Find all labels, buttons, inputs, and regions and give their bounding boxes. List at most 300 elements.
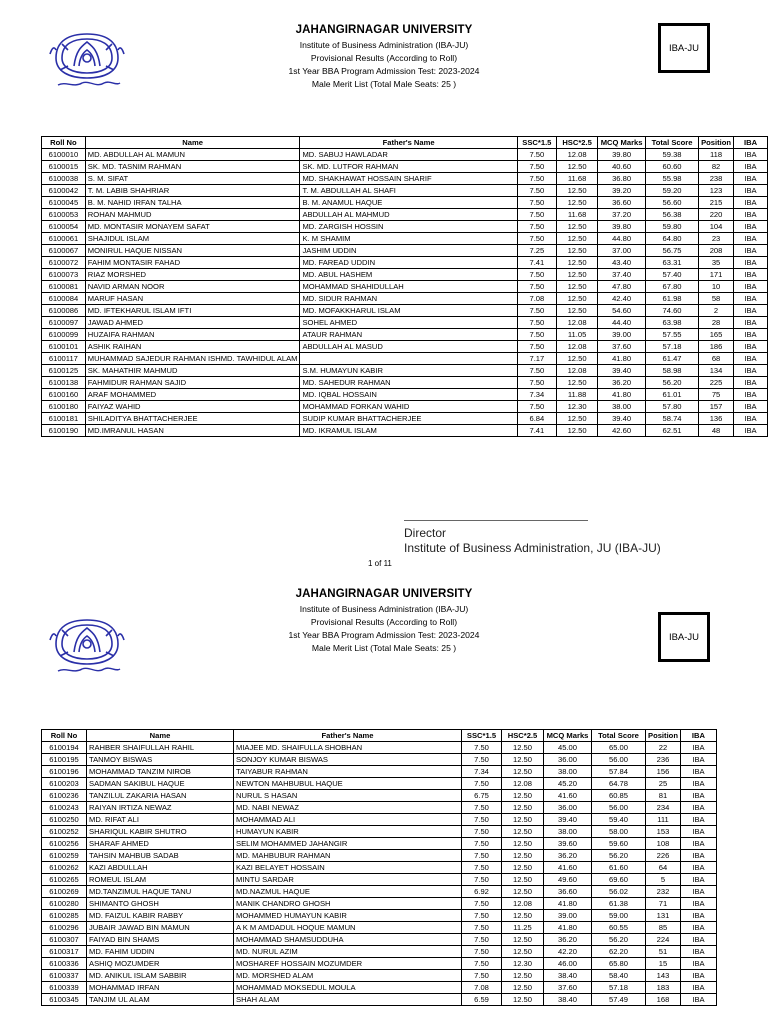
cell-roll-no: 6100099 — [42, 329, 86, 341]
cell-fathers-name: T. M. ABDULLAH AL SHAFI — [300, 185, 517, 197]
cell-hsc: 12.50 — [557, 305, 598, 317]
cell-total-score: 69.60 — [592, 874, 646, 886]
cell-position: 215 — [699, 197, 734, 209]
cell-ssc: 7.50 — [462, 898, 502, 910]
cell-total-score: 56.20 — [592, 850, 646, 862]
cell-roll-no: 6100336 — [42, 958, 87, 970]
cell-name: MONIRUL HAQUE NISSAN — [85, 245, 300, 257]
result-type-line: Provisional Results (According to Roll) — [310, 53, 458, 63]
cell-roll-no: 6100084 — [42, 293, 86, 305]
table-row — [42, 401, 768, 413]
cell-total-score: 60.55 — [592, 922, 646, 934]
cell-ssc: 7.08 — [517, 293, 556, 305]
cell-fathers-name: MIAJEE MD. SHAIFULLA SHOBHAN — [234, 742, 462, 754]
cell-ssc: 7.50 — [462, 970, 502, 982]
cell-roll-no: 6100252 — [42, 826, 87, 838]
cell-mcq-marks: 54.60 — [598, 305, 646, 317]
cell-roll-no: 6100010 — [42, 149, 86, 161]
cell-fathers-name: MD. MAHBUBUR RAHMAN — [234, 850, 462, 862]
table-row — [42, 197, 768, 209]
cell-name: ASHIQ MOZUMDER — [87, 958, 234, 970]
cell-total-score: 59.40 — [592, 814, 646, 826]
column-header-mcq-marks: MCQ Marks — [598, 137, 646, 149]
cell-total-score: 57.80 — [646, 401, 699, 413]
table-row — [42, 341, 768, 353]
cell-total-score: 56.02 — [592, 886, 646, 898]
cell-position: 58 — [699, 293, 734, 305]
result-type-line: Provisional Results (According to Roll) — [310, 617, 458, 627]
table-row — [42, 425, 768, 437]
column-header-position: Position — [646, 730, 681, 742]
institute-line: Institute of Business Administration (IBA-JU) — [299, 604, 469, 614]
cell-total-score: 58.98 — [646, 365, 699, 377]
cell-total-score: 62.51 — [646, 425, 699, 437]
cell-mcq-marks: 42.40 — [598, 293, 646, 305]
document-header — [200, 588, 568, 655]
cell-iba: IBA — [734, 245, 768, 257]
cell-iba: IBA — [680, 982, 716, 994]
table-row — [42, 982, 717, 994]
cell-hsc: 12.50 — [502, 910, 544, 922]
cell-mcq-marks: 39.00 — [544, 910, 592, 922]
cell-name: MD. MONTASIR MONAYEM SAFAT — [85, 221, 300, 233]
cell-mcq-marks: 36.60 — [544, 886, 592, 898]
cell-ssc: 7.50 — [517, 233, 556, 245]
table-header-row — [42, 730, 717, 742]
cell-mcq-marks: 36.20 — [598, 377, 646, 389]
cell-name: NAVID ARMAN NOOR — [85, 281, 300, 293]
table-header-row — [42, 137, 768, 149]
cell-iba: IBA — [734, 173, 768, 185]
cell-iba: IBA — [680, 898, 716, 910]
cell-total-score: 59.00 — [592, 910, 646, 922]
cell-position: 136 — [699, 413, 734, 425]
cell-ssc: 7.34 — [462, 766, 502, 778]
column-header-roll-no: Roll No — [42, 137, 86, 149]
cell-mcq-marks: 41.80 — [544, 922, 592, 934]
cell-total-score: 59.60 — [592, 838, 646, 850]
cell-position: 71 — [646, 898, 681, 910]
cell-mcq-marks: 36.20 — [544, 850, 592, 862]
cell-roll-no: 6100196 — [42, 766, 87, 778]
table-row — [42, 149, 768, 161]
cell-roll-no: 6100042 — [42, 185, 86, 197]
cell-roll-no: 6100243 — [42, 802, 87, 814]
page-2 — [0, 586, 768, 1024]
cell-mcq-marks: 39.40 — [598, 413, 646, 425]
cell-iba: IBA — [680, 946, 716, 958]
cell-roll-no: 6100045 — [42, 197, 86, 209]
cell-name: MD.TANZIMUL HAQUE TANU — [87, 886, 234, 898]
cell-name: JAWAD AHMED — [85, 317, 300, 329]
cell-total-score: 63.98 — [646, 317, 699, 329]
cell-ssc: 7.50 — [517, 185, 556, 197]
cell-roll-no: 6100015 — [42, 161, 86, 173]
cell-hsc: 12.08 — [557, 365, 598, 377]
program-line: 1st Year BBA Program Admission Test: 2023-2024 — [288, 66, 480, 76]
cell-iba: IBA — [734, 317, 768, 329]
cell-iba: IBA — [734, 413, 768, 425]
cell-name: MUHAMMAD SAJEDUR RAHMAN ISHMD. TAWHIDUL ALAM — [85, 353, 300, 365]
cell-fathers-name: NURUL S HASAN — [234, 790, 462, 802]
cell-hsc: 12.08 — [502, 778, 544, 790]
cell-name: FAIYAZ WAHID — [85, 401, 300, 413]
cell-name: MARUF HASAN — [85, 293, 300, 305]
cell-position: 23 — [699, 233, 734, 245]
cell-name: MOHAMMAD TANZIM NIROB — [87, 766, 234, 778]
cell-roll-no: 6100337 — [42, 970, 87, 982]
cell-roll-no: 6100339 — [42, 982, 87, 994]
cell-position: 10 — [699, 281, 734, 293]
cell-ssc: 7.25 — [517, 245, 556, 257]
table-row — [42, 826, 717, 838]
cell-mcq-marks: 41.60 — [544, 790, 592, 802]
cell-iba: IBA — [680, 922, 716, 934]
cell-hsc: 12.50 — [502, 934, 544, 946]
cell-position: 165 — [699, 329, 734, 341]
cell-hsc: 12.50 — [557, 233, 598, 245]
cell-position: 22 — [646, 742, 681, 754]
cell-hsc: 12.50 — [502, 802, 544, 814]
table-row — [42, 245, 768, 257]
cell-total-score: 57.40 — [646, 269, 699, 281]
table-row — [42, 814, 717, 826]
signature-line — [404, 520, 588, 521]
cell-position: 111 — [646, 814, 681, 826]
cell-fathers-name: MOHAMMAD SHAHIDULLAH — [300, 281, 517, 293]
cell-fathers-name: MD. SHAKHAWAT HOSSAIN SHARIF — [300, 173, 517, 185]
cell-total-score: 59.80 — [646, 221, 699, 233]
cell-mcq-marks: 37.40 — [598, 269, 646, 281]
cell-total-score: 57.18 — [646, 341, 699, 353]
cell-iba: IBA — [680, 994, 716, 1006]
cell-position: 238 — [699, 173, 734, 185]
cell-roll-no: 6100269 — [42, 886, 87, 898]
cell-ssc: 7.34 — [517, 389, 556, 401]
cell-iba: IBA — [680, 850, 716, 862]
cell-fathers-name: MD. NURUL AZIM — [234, 946, 462, 958]
cell-hsc: 12.50 — [557, 185, 598, 197]
cell-hsc: 12.50 — [502, 742, 544, 754]
cell-iba: IBA — [734, 389, 768, 401]
merit-list-line: Male Merit List (Total Male Seats: 25 ) — [311, 79, 457, 89]
cell-roll-no: 6100117 — [42, 353, 86, 365]
cell-position: 225 — [699, 377, 734, 389]
cell-fathers-name: KAZI BELAYET HOSSAIN — [234, 862, 462, 874]
cell-ssc: 7.50 — [517, 161, 556, 173]
table-row — [42, 365, 768, 377]
cell-iba: IBA — [734, 329, 768, 341]
cell-hsc: 12.50 — [502, 838, 544, 850]
cell-total-score: 56.60 — [646, 197, 699, 209]
cell-roll-no: 6100259 — [42, 850, 87, 862]
column-header-name: Name — [85, 137, 300, 149]
cell-hsc: 12.08 — [557, 341, 598, 353]
table-row — [42, 742, 717, 754]
cell-ssc: 6.75 — [462, 790, 502, 802]
cell-position: 208 — [699, 245, 734, 257]
cell-hsc: 12.08 — [502, 898, 544, 910]
table-row — [42, 802, 717, 814]
cell-iba: IBA — [680, 886, 716, 898]
cell-ssc: 7.50 — [517, 269, 556, 281]
cell-position: 153 — [646, 826, 681, 838]
cell-mcq-marks: 36.80 — [598, 173, 646, 185]
cell-iba: IBA — [680, 874, 716, 886]
cell-fathers-name: MD. SIDUR RAHMAN — [300, 293, 517, 305]
cell-position: 134 — [699, 365, 734, 377]
cell-roll-no: 6100190 — [42, 425, 86, 437]
cell-iba: IBA — [734, 341, 768, 353]
cell-ssc: 7.50 — [517, 317, 556, 329]
cell-name: RAHBER SHAIFULLAH RAHIL — [87, 742, 234, 754]
cell-mcq-marks: 45.20 — [544, 778, 592, 790]
cell-mcq-marks: 41.80 — [598, 389, 646, 401]
cell-roll-no: 6100086 — [42, 305, 86, 317]
cell-roll-no: 6100180 — [42, 401, 86, 413]
cell-position: 5 — [646, 874, 681, 886]
cell-name: SK. MAHATHIR MAHMUD — [85, 365, 300, 377]
cell-roll-no: 6100061 — [42, 233, 86, 245]
cell-fathers-name: ABDULLAH AL MASUD — [300, 341, 517, 353]
table-row — [42, 958, 717, 970]
cell-mcq-marks: 39.60 — [544, 838, 592, 850]
cell-position: 85 — [646, 922, 681, 934]
cell-total-score: 65.00 — [592, 742, 646, 754]
cell-ssc: 7.50 — [462, 742, 502, 754]
cell-mcq-marks: 39.80 — [598, 221, 646, 233]
cell-position: 118 — [699, 149, 734, 161]
cell-name: MD. ANIKUL ISLAM SABBIR — [87, 970, 234, 982]
cell-hsc: 12.50 — [557, 377, 598, 389]
cell-iba: IBA — [680, 970, 716, 982]
column-header-ssc: SSC*1.5 — [462, 730, 502, 742]
table-row — [42, 281, 768, 293]
cell-ssc: 7.50 — [462, 874, 502, 886]
cell-iba: IBA — [734, 185, 768, 197]
table-row — [42, 766, 717, 778]
cell-ssc: 7.17 — [517, 353, 556, 365]
cell-name: MOHAMMAD IRFAN — [87, 982, 234, 994]
cell-position: 183 — [646, 982, 681, 994]
cell-name: TANMOY BISWAS — [87, 754, 234, 766]
cell-roll-no: 6100073 — [42, 269, 86, 281]
cell-mcq-marks: 38.40 — [544, 970, 592, 982]
cell-total-score: 58.00 — [592, 826, 646, 838]
cell-fathers-name: MD. IQBAL HOSSAIN — [300, 389, 517, 401]
table-row — [42, 233, 768, 245]
cell-total-score: 57.55 — [646, 329, 699, 341]
cell-fathers-name: SOHEL AHMED — [300, 317, 517, 329]
cell-iba: IBA — [734, 401, 768, 413]
cell-position: 104 — [699, 221, 734, 233]
university-title: JAHANGIRNAGAR UNIVERSITY — [295, 24, 473, 36]
cell-position: 226 — [646, 850, 681, 862]
cell-mcq-marks: 39.40 — [544, 814, 592, 826]
cell-hsc: 12.08 — [557, 317, 598, 329]
cell-fathers-name — [300, 353, 517, 365]
cell-hsc: 12.50 — [502, 946, 544, 958]
cell-fathers-name: ATAUR RAHMAN — [300, 329, 517, 341]
table-row — [42, 329, 768, 341]
cell-name: HUZAIFA RAHMAN — [85, 329, 300, 341]
cell-hsc: 12.30 — [502, 958, 544, 970]
column-header-hsc: HSC*2.5 — [557, 137, 598, 149]
cell-roll-no: 6100262 — [42, 862, 87, 874]
cell-ssc: 7.50 — [462, 778, 502, 790]
cell-iba: IBA — [680, 790, 716, 802]
cell-total-score: 65.80 — [592, 958, 646, 970]
cell-roll-no: 6100160 — [42, 389, 86, 401]
cell-ssc: 6.59 — [462, 994, 502, 1006]
cell-fathers-name: MD. FAREAD UDDIN — [300, 257, 517, 269]
cell-iba: IBA — [680, 838, 716, 850]
cell-position: 232 — [646, 886, 681, 898]
cell-position: 131 — [646, 910, 681, 922]
cell-mcq-marks: 41.60 — [544, 862, 592, 874]
cell-position: 68 — [699, 353, 734, 365]
cell-position: 51 — [646, 946, 681, 958]
cell-position: 157 — [699, 401, 734, 413]
cell-mcq-marks: 39.00 — [598, 329, 646, 341]
cell-fathers-name: HUMAYUN KABIR — [234, 826, 462, 838]
program-line: 1st Year BBA Program Admission Test: 2023-2024 — [288, 630, 480, 640]
cell-iba: IBA — [680, 778, 716, 790]
table-row — [42, 946, 717, 958]
cell-fathers-name: MD. ABUL HASHEM — [300, 269, 517, 281]
cell-total-score: 56.00 — [592, 802, 646, 814]
table-row — [42, 269, 768, 281]
cell-roll-no: 6100067 — [42, 245, 86, 257]
cell-hsc: 12.50 — [557, 425, 598, 437]
table-row — [42, 910, 717, 922]
cell-fathers-name: MD. MORSHED ALAM — [234, 970, 462, 982]
institute-line: Institute of Business Administration (IBA-JU) — [299, 40, 469, 50]
cell-name: ASHIK RAIHAN — [85, 341, 300, 353]
table-row — [42, 353, 768, 365]
cell-total-score: 56.38 — [646, 209, 699, 221]
cell-total-score: 61.01 — [646, 389, 699, 401]
cell-total-score: 56.20 — [592, 934, 646, 946]
cell-name: FAIYAD BIN SHAMS — [87, 934, 234, 946]
cell-hsc: 11.68 — [557, 209, 598, 221]
cell-iba: IBA — [734, 281, 768, 293]
cell-roll-no: 6100097 — [42, 317, 86, 329]
university-title: JAHANGIRNAGAR UNIVERSITY — [295, 588, 473, 600]
cell-name: T. M. LABIB SHAHRIAR — [85, 185, 300, 197]
cell-roll-no: 6100072 — [42, 257, 86, 269]
cell-iba: IBA — [734, 197, 768, 209]
cell-fathers-name: TAIYABUR RAHMAN — [234, 766, 462, 778]
cell-roll-no: 6100081 — [42, 281, 86, 293]
table-row — [42, 389, 768, 401]
cell-total-score: 61.60 — [592, 862, 646, 874]
cell-fathers-name: MOHAMMAD MOKSEDUL MOULA — [234, 982, 462, 994]
cell-total-score: 59.20 — [646, 185, 699, 197]
cell-roll-no: 6100296 — [42, 922, 87, 934]
cell-hsc: 12.50 — [557, 161, 598, 173]
table-row — [42, 874, 717, 886]
cell-iba: IBA — [734, 305, 768, 317]
cell-position: 108 — [646, 838, 681, 850]
cell-position: 64 — [646, 862, 681, 874]
iba-ju-stamp: IBA-JU — [658, 23, 710, 73]
cell-roll-no: 6100236 — [42, 790, 87, 802]
cell-roll-no: 6100256 — [42, 838, 87, 850]
column-header-fathers-name: Father's Name — [300, 137, 517, 149]
cell-name: RIAZ MORSHED — [85, 269, 300, 281]
cell-mcq-marks: 36.00 — [544, 802, 592, 814]
cell-mcq-marks: 47.80 — [598, 281, 646, 293]
cell-iba: IBA — [680, 958, 716, 970]
cell-ssc: 7.41 — [517, 257, 556, 269]
cell-fathers-name: MOHAMMAD FORKAN WAHID — [300, 401, 517, 413]
cell-mcq-marks: 37.60 — [598, 341, 646, 353]
cell-position: 48 — [699, 425, 734, 437]
cell-position: 35 — [699, 257, 734, 269]
cell-position: 186 — [699, 341, 734, 353]
cell-ssc: 7.50 — [517, 209, 556, 221]
cell-mcq-marks: 44.40 — [598, 317, 646, 329]
cell-name: MD. RIFAT ALI — [87, 814, 234, 826]
cell-name: MD. FAIZUL KABIR RABBY — [87, 910, 234, 922]
cell-position: 236 — [646, 754, 681, 766]
document-header — [200, 24, 568, 91]
column-header-fathers-name: Father's Name — [234, 730, 462, 742]
cell-fathers-name: SHAH ALAM — [234, 994, 462, 1006]
table-row — [42, 317, 768, 329]
cell-mcq-marks: 42.20 — [544, 946, 592, 958]
cell-roll-no: 6100345 — [42, 994, 87, 1006]
table-row — [42, 862, 717, 874]
cell-name: JUBAIR JAWAD BIN MAMUN — [87, 922, 234, 934]
cell-roll-no: 6100125 — [42, 365, 86, 377]
cell-ssc: 7.50 — [517, 341, 556, 353]
cell-iba: IBA — [680, 802, 716, 814]
cell-name: B. M. NAHID IRFAN TALHA — [85, 197, 300, 209]
column-header-iba: IBA — [680, 730, 716, 742]
table-row — [42, 970, 717, 982]
cell-name: MD. IFTEKHARUL ISLAM IFTI — [85, 305, 300, 317]
cell-name: TANZILUL ZAKARIA HASAN — [87, 790, 234, 802]
cell-fathers-name: B. M. ANAMUL HAQUE — [300, 197, 517, 209]
cell-iba: IBA — [680, 754, 716, 766]
cell-total-score: 60.85 — [592, 790, 646, 802]
cell-hsc: 12.50 — [502, 862, 544, 874]
cell-ssc: 7.50 — [462, 922, 502, 934]
cell-mcq-marks: 37.20 — [598, 209, 646, 221]
cell-position: 25 — [646, 778, 681, 790]
cell-roll-no: 6100181 — [42, 413, 86, 425]
cell-position: 234 — [646, 802, 681, 814]
cell-mcq-marks: 49.60 — [544, 874, 592, 886]
cell-ssc: 7.50 — [462, 850, 502, 862]
cell-ssc: 7.08 — [462, 982, 502, 994]
cell-ssc: 7.50 — [517, 305, 556, 317]
table-row — [42, 994, 717, 1006]
table-row — [42, 221, 768, 233]
cell-fathers-name: SUDIP KUMAR BHATTACHERJEE — [300, 413, 517, 425]
cell-fathers-name: ABDULLAH AL MAHMUD — [300, 209, 517, 221]
cell-name: ROMEUL ISLAM — [87, 874, 234, 886]
cell-total-score: 60.60 — [646, 161, 699, 173]
cell-total-score: 61.98 — [646, 293, 699, 305]
cell-name: SHAJIDUL ISLAM — [85, 233, 300, 245]
cell-iba: IBA — [680, 766, 716, 778]
cell-name: MD. ABDULLAH AL MAMUN — [85, 149, 300, 161]
cell-hsc: 12.50 — [502, 826, 544, 838]
cell-position: 156 — [646, 766, 681, 778]
